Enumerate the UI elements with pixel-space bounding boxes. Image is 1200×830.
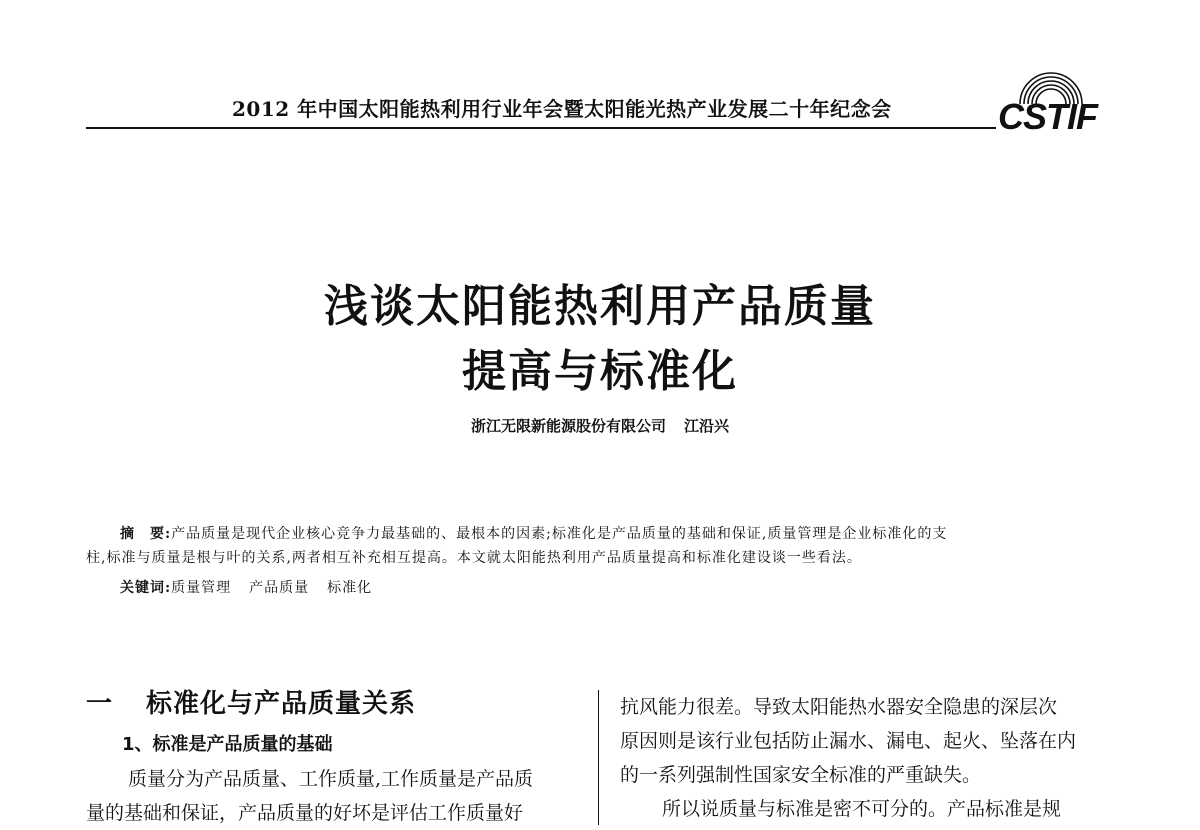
abstract-line [86,522,1116,546]
body-line: 抗风能力很差。导致太阳能热水器安全隐患的深层次 [620,696,1058,718]
body-column-left [86,683,586,830]
keyword: 质量管理 [171,580,232,596]
paper-title-line-2: 提高与标准化 [462,346,738,397]
keywords [86,576,1116,600]
section-heading [86,683,586,720]
body-line: 的一系列强制性国家安全标准的严重缺失。 [620,764,982,786]
keywords-label: 关键词: [120,580,172,596]
abstract-text-2: 柱,标准与质量是根与叶的关系,两者相互补充相互提高。本文就太阳能热利用产品质量提高和标准化建设谈一些看法。 [86,550,862,566]
paper-title-line-1: 浅谈太阳能热利用产品质量 [324,281,876,332]
keyword: 标准化 [327,580,373,596]
abstract-text-1: 产品质量是现代企业核心竞争力最基础的、最根本的因素;标准化是产品质量的基础和保证,质量管理是企业标准化的支 [171,526,948,542]
cstif-logo [998,66,1114,144]
conference-header: 2012 年中国太阳能热利用行业年会暨太阳能光热产业发展二十年纪念会 [232,97,892,121]
body-line: 所以说质量与标准是密不可分的。产品标准是规 [662,798,1062,820]
author-name: 江沿兴 [684,417,730,435]
subsection-heading: 1、标准是产品质量的基础 [122,734,333,755]
body-column-right [620,690,1120,826]
header-rule [86,127,996,129]
body-line: 原因则是该行业包括防止漏水、漏电、起火、坠落在内 [620,730,1077,752]
keyword: 产品质量 [249,580,310,596]
abstract-line [86,546,1116,570]
author-affiliation: 浙江无限新能源股份有限公司 [470,417,666,435]
section-title: 标准化与产品质量关系 [146,689,417,719]
body-line: 质量分为产品质量、工作质量,工作质量是产品质 [128,768,534,790]
abstract-label: 摘 要: [120,526,172,542]
abstract [86,522,1116,600]
body-line: 量的基础和保证，产品质量的好坏是评估工作质量好 [86,802,524,824]
section-number: 一 [86,689,114,719]
author-line [0,415,1200,436]
logo-text: CSTIF [998,96,1097,137]
column-divider [598,690,599,825]
